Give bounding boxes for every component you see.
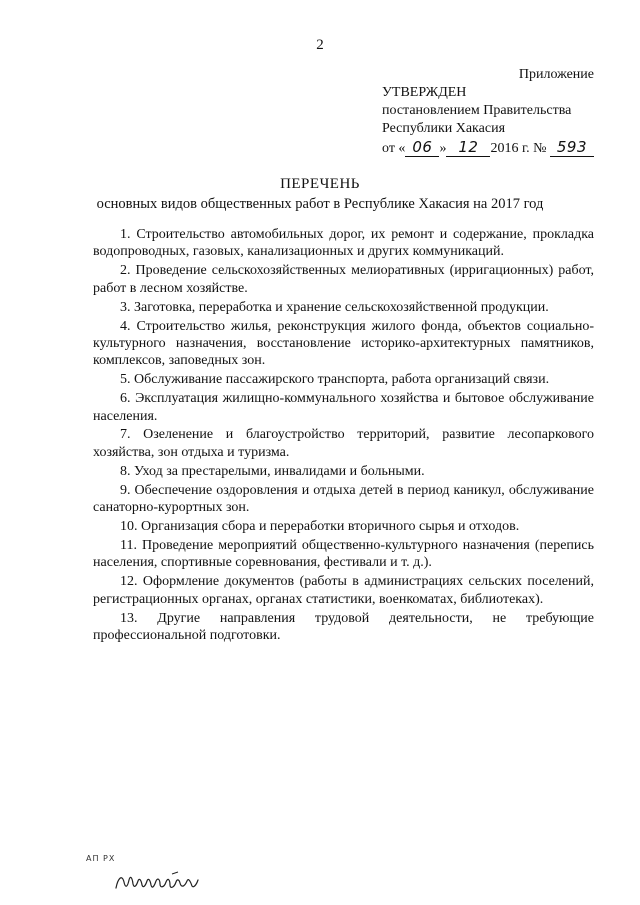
- list-item: 3. Заготовка, переработка и хранение сельскохозяйственной продукции.: [120, 299, 549, 315]
- approval-date-line: [382, 138, 594, 158]
- attachment-label: Приложение: [518, 67, 594, 82]
- list-item: 2. Проведение сельскохозяйственных мелиоративных (ирригационных) работ, работ в лесном хозяйстве.: [93, 263, 594, 296]
- date-day: 06: [405, 138, 439, 157]
- decree-number: 593: [550, 138, 594, 157]
- list-item: 1. Строительство автомобильных дорог, их ремонт и содержание, прокладка водопроводных, газовых, канализационных и других коммуникаций.: [93, 227, 594, 260]
- handwritten-signature: [112, 868, 202, 896]
- approval-line-2: Республики Хакасия: [382, 121, 506, 136]
- list-item: 7. Озеленение и благоустройство территорий, развитие лесопаркового хозяйства, зон отдыха и туризма.: [93, 427, 594, 460]
- document-subtitle: основных видов общественных работ в Республике Хакасия на 2017 год: [96, 196, 544, 212]
- list-item: 5. Обслуживание пассажирского транспорта, работа организаций связи.: [120, 372, 550, 388]
- date-quote: »: [439, 141, 447, 156]
- works-list: [93, 226, 594, 646]
- list-item: 10. Организация сбора и переработки вторичного сырья и отходов.: [120, 519, 520, 534]
- document-title: ПЕРЕЧЕНЬ: [280, 176, 360, 192]
- list-item: 9. Обеспечение оздоровления и отдыха детей в период каникул, обслуживание санаторно-курортных зон.: [93, 482, 594, 516]
- approval-block: [382, 66, 594, 158]
- date-prefix: от «: [382, 141, 406, 156]
- page-number: 2: [316, 37, 324, 53]
- date-year: 2016 г. №: [490, 141, 547, 156]
- approval-line-1: постановлением Правительства: [382, 103, 572, 118]
- footer-code: АП РХ: [86, 854, 116, 863]
- list-item: 4. Строительство жилья, реконструкция жилого фонда, объектов социально-культурного назначения, восстановление историко-архитектурных памятников, комплексов, заповедных зон.: [93, 318, 594, 369]
- date-month: 12: [446, 138, 490, 157]
- list-item: 11. Проведение мероприятий общественно-культурного назначения (перепись населения, спортивные соревнования, фестивали и т. д.).: [93, 537, 594, 571]
- list-item: 8. Уход за престарелыми, инвалидами и больными.: [120, 463, 425, 479]
- list-item: 6. Эксплуатация жилищно-коммунального хозяйства и бытовое обслуживание населения.: [93, 391, 594, 424]
- approved-heading: УТВЕРЖДЕН: [382, 85, 467, 100]
- list-item: 13. Другие направления трудовой деятельности, не требующие профессиональной подготовки.: [93, 610, 594, 643]
- list-item: 12. Оформление документов (работы в администрациях сельских поселений, регистрационных органах, органах статистики, военкоматах, библиотеках).: [93, 574, 594, 607]
